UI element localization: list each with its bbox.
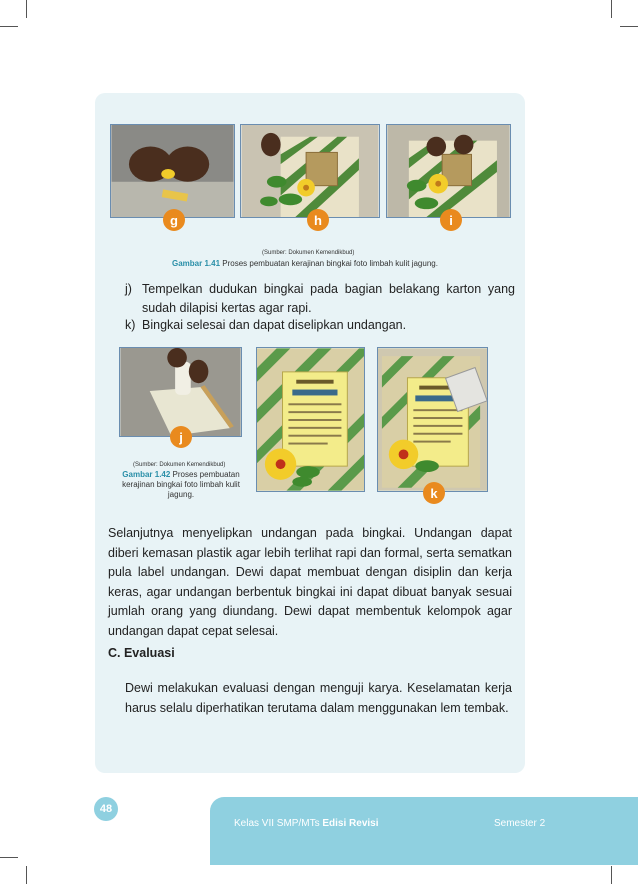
figure-caption-label: Gambar 1.42 — [122, 470, 171, 479]
crop-mark — [611, 0, 612, 18]
step-item — [125, 316, 515, 335]
step-item — [125, 280, 515, 318]
footer-class-text: Kelas VII SMP/MTs — [234, 818, 320, 829]
figure-caption-label: Gambar 1.41 — [172, 259, 221, 268]
photo-frame-invitation — [256, 347, 365, 492]
photo-label-badge: k — [423, 482, 445, 504]
photo-label-badge: j — [170, 426, 192, 448]
crop-mark — [26, 0, 27, 18]
photo-h — [240, 124, 380, 218]
photo-g — [110, 124, 235, 218]
footer-edition: Edisi Revisi — [322, 818, 379, 829]
photo-label-badge: h — [307, 209, 329, 231]
figure-caption — [117, 470, 245, 500]
figure-source: (Sumber: Dokumen Kemendikbud) — [133, 462, 226, 468]
photo-j — [119, 347, 242, 437]
crop-mark — [0, 857, 18, 858]
step-number: j) — [125, 282, 132, 296]
step-text: Bingkai selesai dan dapat diselipkan undangan. — [142, 318, 407, 332]
figure-caption-text: Proses pembuatan kerajinan bingkai foto limbah kulit jagung. — [222, 259, 438, 268]
crop-mark — [0, 26, 18, 27]
footer-semester: Semester 2 — [494, 818, 546, 829]
figure-caption — [172, 259, 438, 268]
page-number: 48 — [94, 797, 118, 821]
photo-label-badge: i — [440, 209, 462, 231]
footer-class — [234, 818, 379, 829]
body-paragraph: Selanjutnya menyelipkan undangan pada bingkai. Undangan dapat diberi kemasan plastik agar lebih terlihat rapi dan formal, serta sematkan pula label undangan. Dewi dapat membuat dengan disiplin dan kerja keras, agar undangan berbentuk bingkai ini dapat dibuat banyak sesuai jumlah orang yang diundang. Dewi dapat membentuk kelompok agar undangan dapat cepat selesai. — [108, 526, 512, 638]
figure-source: (Sumber: Dokumen Kemendikbud) — [262, 250, 355, 256]
step-text: Tempelkan dudukan bingkai pada bagian belakang karton yang sudah dilapisi kertas agar rapi. — [142, 282, 515, 315]
footer-bar — [210, 797, 638, 865]
crop-mark — [26, 866, 27, 884]
step-number: k) — [125, 318, 136, 332]
section-heading: C. Evaluasi — [108, 646, 175, 660]
photo-label-badge: g — [163, 209, 185, 231]
crop-mark — [611, 866, 612, 884]
section-text: Dewi melakukan evaluasi dengan menguji karya. Keselamatan kerja harus selalu diperhatikan terutama dalam menggunakan lem tembak. — [125, 681, 512, 715]
figure-caption-text: Proses pembuatan kerajinan bingkai foto limbah kulit jagung. — [122, 470, 240, 499]
photo-k — [377, 347, 488, 492]
crop-mark — [620, 26, 638, 27]
photo-i — [386, 124, 511, 218]
